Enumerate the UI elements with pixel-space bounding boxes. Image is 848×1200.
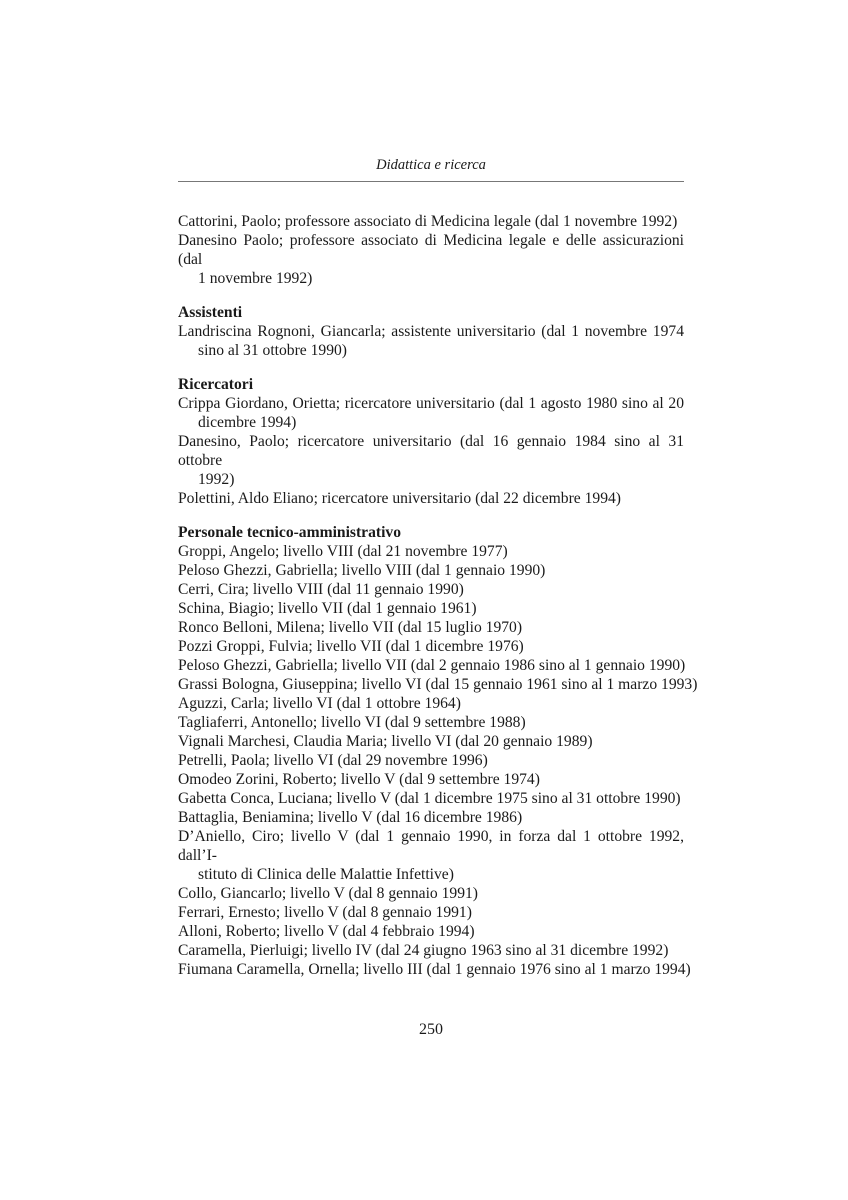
list-item <box>178 212 684 231</box>
entry-line: Petrelli, Paola; livello VI (dal 29 novembre 1996) <box>178 752 488 769</box>
list-item <box>178 599 684 618</box>
list-item <box>178 922 684 941</box>
section <box>178 523 698 979</box>
list-item <box>178 808 684 827</box>
page-number: 250 <box>419 1021 443 1038</box>
entry-line: Crippa Giordano, Orietta; ricercatore universitario (dal 1 agosto 1980 sino al 20 <box>178 395 684 412</box>
entry-line: Alloni, Roberto; livello V (dal 4 febbraio 1994) <box>178 923 475 940</box>
list-item <box>178 489 684 508</box>
entry-line: Groppi, Angelo; livello VIII (dal 21 novembre 1977) <box>178 543 508 560</box>
entry-line: Cattorini, Paolo; professore associato di Medicina legale (dal 1 novembre 1992) <box>178 213 678 230</box>
list-item <box>178 789 684 808</box>
list-item <box>178 884 684 903</box>
list-item <box>178 322 684 360</box>
list-item <box>178 713 684 732</box>
entry-line: 1 novembre 1992) <box>198 270 313 287</box>
entry-line: Grassi Bologna, Giuseppina; livello VI (dal 15 gennaio 1961 sino al 1 marzo 1993) <box>178 676 698 693</box>
entry-line: stituto di Clinica delle Malattie Infettive) <box>198 866 454 883</box>
entry-line: Polettini, Aldo Eliano; ricercatore universitario (dal 22 dicembre 1994) <box>178 490 621 507</box>
list-item <box>178 751 684 770</box>
section <box>178 303 684 360</box>
list-item <box>178 561 684 580</box>
entry-line: D’Aniello, Ciro; livello V (dal 1 gennaio 1990, in forza dal 1 ottobre 1992, dall’I- <box>178 828 684 864</box>
entry-line: Danesino, Paolo; ricercatore universitario (dal 16 gennaio 1984 sino al 31 ottobre <box>178 433 684 469</box>
list-item <box>178 694 684 713</box>
section-title: Personale tecnico-amministrativo <box>178 524 402 541</box>
list-item <box>178 231 684 288</box>
section-title: Assistenti <box>178 304 243 321</box>
entry-line: Landriscina Rognoni, Giancarla; assistente universitario (dal 1 novembre 1974 <box>178 323 684 340</box>
entry-line: Schina, Biagio; livello VII (dal 1 gennaio 1961) <box>178 600 477 617</box>
list-item <box>178 903 684 922</box>
list-item <box>178 827 684 884</box>
entry-line: Collo, Giancarlo; livello V (dal 8 gennaio 1991) <box>178 885 478 902</box>
entry-line: Vignali Marchesi, Claudia Maria; livello VI (dal 20 gennaio 1989) <box>178 733 593 750</box>
entry-line: Fiumana Caramella, Ornella; livello III (dal 1 gennaio 1976 sino al 1 marzo 1994) <box>178 961 691 978</box>
page-body <box>178 212 698 994</box>
entry-line: Aguzzi, Carla; livello VI (dal 1 ottobre 1964) <box>178 695 461 712</box>
header-rule <box>178 181 684 182</box>
entry-line: Tagliaferri, Antonello; livello VI (dal 9 settembre 1988) <box>178 714 526 731</box>
section <box>178 212 684 288</box>
entry-line: Battaglia, Beniamina; livello V (dal 16 dicembre 1986) <box>178 809 523 826</box>
entry-line: Pozzi Groppi, Fulvia; livello VII (dal 1 dicembre 1976) <box>178 638 524 655</box>
list-item <box>178 656 684 675</box>
list-item <box>178 732 684 751</box>
entry-line: Danesino Paolo; professore associato di Medicina legale e delle assicurazioni (dal <box>178 232 684 268</box>
entry-line: Ferrari, Ernesto; livello V (dal 8 gennaio 1991) <box>178 904 472 921</box>
list-item <box>178 618 684 637</box>
entry-line: 1992) <box>198 471 235 488</box>
list-item <box>178 675 698 694</box>
list-item <box>178 394 684 432</box>
section-title: Ricercatori <box>178 376 254 393</box>
list-item <box>178 542 684 561</box>
entry-line: sino al 31 ottobre 1990) <box>198 342 347 359</box>
entry-line: Cerri, Cira; livello VIII (dal 11 gennaio 1990) <box>178 581 464 598</box>
running-head: Didattica e ricerca <box>376 157 486 173</box>
section <box>178 375 684 508</box>
list-item <box>178 770 684 789</box>
entry-line: Gabetta Conca, Luciana; livello V (dal 1 dicembre 1975 sino al 31 ottobre 1990) <box>178 790 681 807</box>
list-item <box>178 941 684 960</box>
entry-line: Caramella, Pierluigi; livello IV (dal 24 giugno 1963 sino al 31 dicembre 1992) <box>178 942 669 959</box>
entry-line: Peloso Ghezzi, Gabriella; livello VIII (dal 1 gennaio 1990) <box>178 562 546 579</box>
list-item <box>178 580 684 599</box>
list-item <box>178 432 684 489</box>
entry-line: Peloso Ghezzi, Gabriella; livello VII (dal 2 gennaio 1986 sino al 1 gennaio 1990) <box>178 657 686 674</box>
list-item <box>178 637 684 656</box>
entry-line: Omodeo Zorini, Roberto; livello V (dal 9 settembre 1974) <box>178 771 540 788</box>
entry-line: dicembre 1994) <box>198 414 297 431</box>
entry-line: Ronco Belloni, Milena; livello VII (dal 15 luglio 1970) <box>178 619 523 636</box>
list-item <box>178 960 691 979</box>
